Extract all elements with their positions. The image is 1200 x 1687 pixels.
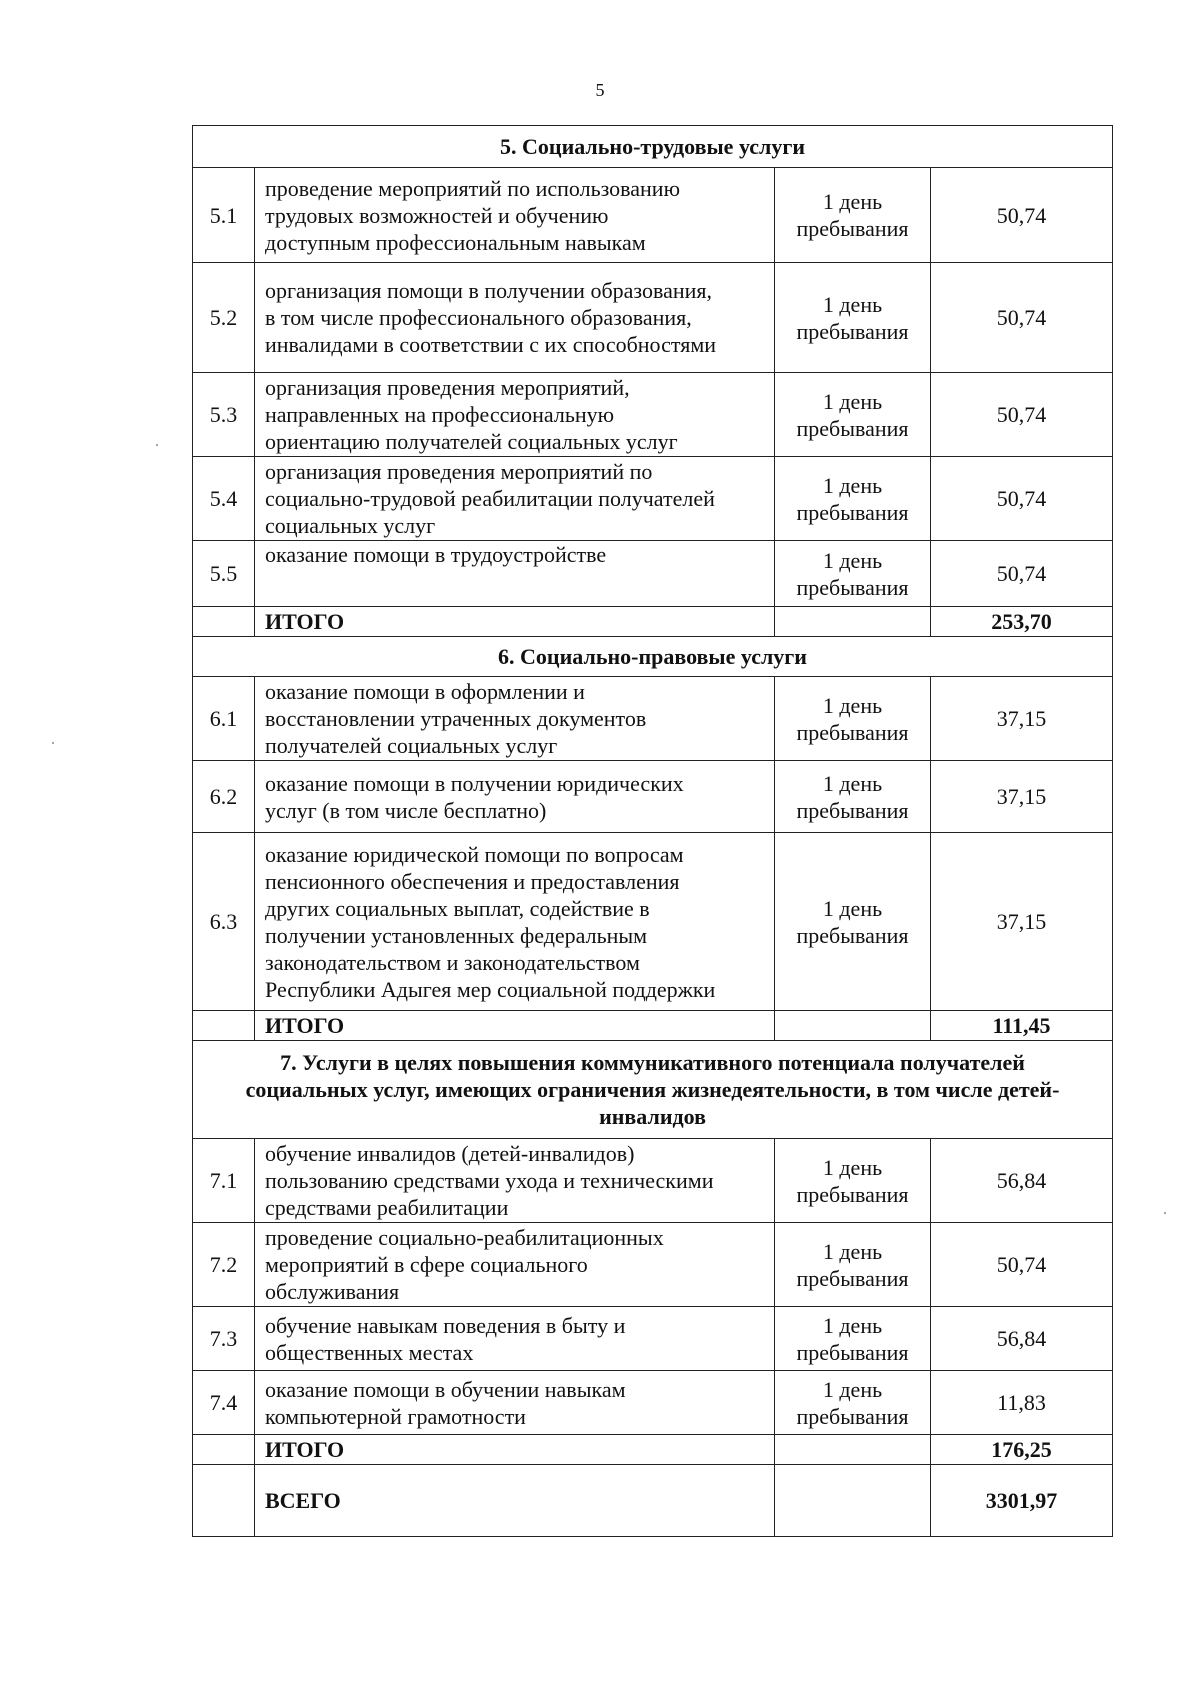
section-title: 5. Социально-трудовые услуги (193, 126, 1113, 168)
service-description (255, 168, 775, 263)
service-description (255, 1139, 775, 1223)
tariff-value: 37,15 (931, 761, 1113, 833)
description-line: доступным профессиональным навыкам (265, 229, 646, 255)
row-number: 7.3 (193, 1307, 255, 1371)
empty-cell (193, 1465, 255, 1537)
empty-cell (775, 607, 931, 637)
description-line: проведение мероприятий по использованию (265, 175, 681, 201)
unit-of-measure (775, 1371, 931, 1435)
unit-line: пребывания (796, 216, 909, 241)
service-description (255, 373, 775, 457)
description-line: обучение инвалидов (детей-инвалидов) (265, 1141, 635, 1166)
unit-line: пребывания (796, 574, 909, 600)
description-line: восстановлении утраченных документов (265, 706, 647, 731)
unit-of-measure (775, 541, 931, 607)
service-description (255, 263, 775, 373)
unit-line: пребывания (796, 1403, 909, 1429)
unit-line: пребывания (796, 797, 909, 823)
section-title-line: 7. Услуги в целях повышения коммуникативного потенциала получателей (280, 1050, 1025, 1075)
grand-total-row (193, 1465, 1113, 1537)
section-7-header-row (193, 1041, 1113, 1139)
unit-line: 1 день (822, 770, 883, 796)
section-5-header-row (193, 126, 1113, 168)
total-value: 111,45 (931, 1011, 1113, 1041)
description-line: организация проведения мероприятий по (265, 459, 653, 484)
unit-line: 1 день (822, 692, 883, 718)
tariff-value: 37,15 (931, 833, 1113, 1011)
empty-cell (775, 1435, 931, 1465)
empty-cell (193, 607, 255, 637)
table-row (193, 1223, 1113, 1307)
service-description (255, 833, 775, 1011)
service-description (255, 1307, 775, 1371)
section-title: 6. Социально-правовые услуги (193, 637, 1113, 677)
table-row (193, 1139, 1113, 1223)
description-line: других социальных выплат, содействие в (265, 895, 650, 921)
unit-line: 1 день (822, 472, 883, 498)
total-label: ИТОГО (255, 607, 775, 637)
row-number: 7.2 (193, 1223, 255, 1307)
table-row (193, 1371, 1113, 1435)
unit-line: пребывания (796, 318, 909, 344)
unit-line: 1 день (822, 291, 883, 317)
row-number: 5.3 (193, 373, 255, 457)
unit-line: 1 день (822, 1376, 883, 1402)
section-title-line: инвалидов (599, 1104, 706, 1129)
service-description (255, 457, 775, 541)
description-line: социально-трудовой реабилитации получателей (265, 486, 715, 511)
total-label: ИТОГО (255, 1435, 775, 1465)
row-number: 7.1 (193, 1139, 255, 1223)
table-row (193, 761, 1113, 833)
description-line: законодательством и законодательством (265, 949, 640, 975)
unit-of-measure (775, 457, 931, 541)
row-number: 5.1 (193, 168, 255, 263)
description-line: социальных услуг (265, 513, 436, 538)
description-line: общественных местах (265, 1339, 474, 1365)
unit-line: 1 день (822, 1312, 883, 1338)
table-row (193, 373, 1113, 457)
description-line: услуг (в том числе бесплатно) (265, 797, 547, 823)
service-description (255, 541, 775, 607)
empty-cell (775, 1011, 931, 1041)
description-line: трудовых возможностей и обучению (265, 202, 609, 228)
scan-speck (52, 742, 54, 744)
table-row (193, 457, 1113, 541)
table-row (193, 833, 1113, 1011)
tariff-value: 56,84 (931, 1307, 1113, 1371)
scan-speck (156, 444, 158, 446)
unit-line: пребывания (796, 1265, 909, 1291)
service-description (255, 677, 775, 761)
section-title-line: социальных услуг, имеющих ограничения жизнедеятельности, в том числе детей- (245, 1077, 1060, 1102)
row-number: 7.4 (193, 1371, 255, 1435)
unit-of-measure (775, 168, 931, 263)
table-row (193, 541, 1113, 607)
description-line: оказание помощи в трудоустройстве (265, 542, 607, 567)
total-label: ИТОГО (255, 1011, 775, 1041)
unit-of-measure (775, 263, 931, 373)
description-line: ориентацию получателей социальных услуг (265, 429, 678, 454)
total-value: 253,70 (931, 607, 1113, 637)
empty-cell (193, 1011, 255, 1041)
description-line: организация проведения мероприятий, (265, 375, 630, 400)
row-number: 6.1 (193, 677, 255, 761)
description-line: обучение навыкам поведения в быту и (265, 1312, 626, 1338)
description-line: оказание помощи в оформлении и (265, 679, 585, 704)
description-line: компьютерной грамотности (265, 1403, 526, 1429)
unit-of-measure (775, 1223, 931, 1307)
table-row (193, 677, 1113, 761)
row-number: 5.2 (193, 263, 255, 373)
service-description (255, 761, 775, 833)
table-row (193, 1307, 1113, 1371)
service-description (255, 1223, 775, 1307)
description-line: пользованию средствами ухода и техническими (265, 1168, 714, 1193)
row-number: 6.3 (193, 833, 255, 1011)
unit-line: 1 день (822, 1238, 883, 1264)
row-number: 5.5 (193, 541, 255, 607)
table-row (193, 168, 1113, 263)
unit-line: пребывания (796, 415, 909, 441)
description-line: мероприятий в сфере социального (265, 1252, 588, 1277)
description-line: получателей социальных услуг (265, 733, 558, 758)
tariff-value: 50,74 (931, 457, 1113, 541)
description-line: инвалидами в соответствии с их способностями (265, 332, 717, 357)
grand-total-value: 3301,97 (931, 1465, 1113, 1537)
description-line: оказание помощи в получении юридических (265, 770, 684, 796)
unit-of-measure (775, 1139, 931, 1223)
description-line: средствами реабилитации (265, 1195, 509, 1220)
grand-total-label: ВСЕГО (255, 1465, 775, 1537)
total-value: 176,25 (931, 1435, 1113, 1465)
unit-of-measure (775, 761, 931, 833)
services-tariff-table (192, 125, 1113, 1537)
section-5-total-row (193, 607, 1113, 637)
unit-of-measure (775, 677, 931, 761)
scan-speck (1164, 1212, 1166, 1214)
description-line: направленных на профессиональную (265, 402, 615, 427)
description-line: проведение социально-реабилитационных (265, 1225, 664, 1250)
section-title (193, 1041, 1113, 1139)
section-7-total-row (193, 1435, 1113, 1465)
description-line: получении установленных федеральным (265, 922, 648, 948)
description-line: обслуживания (265, 1279, 400, 1304)
row-number: 6.2 (193, 761, 255, 833)
description-line: Республики Адыгея мер социальной поддержки (265, 976, 716, 1002)
tariff-value: 50,74 (931, 168, 1113, 263)
section-6-header-row (193, 637, 1113, 677)
unit-line: пребывания (796, 719, 909, 745)
section-6-total-row (193, 1011, 1113, 1041)
unit-line: пребывания (796, 499, 909, 525)
unit-line: 1 день (822, 895, 883, 921)
description-line: оказание юридической помощи по вопросам (265, 841, 684, 867)
tariff-value: 11,83 (931, 1371, 1113, 1435)
tariff-value: 50,74 (931, 541, 1113, 607)
unit-line: пребывания (796, 922, 909, 948)
description-line: пенсионного обеспечения и предоставления (265, 868, 680, 894)
tariff-value: 50,74 (931, 373, 1113, 457)
unit-line: пребывания (796, 1181, 909, 1207)
unit-of-measure (775, 373, 931, 457)
unit-line: 1 день (822, 388, 883, 414)
empty-cell (775, 1465, 931, 1537)
unit-line: 1 день (822, 1154, 883, 1180)
unit-line: пребывания (796, 1339, 909, 1365)
service-description (255, 1371, 775, 1435)
tariff-value: 56,84 (931, 1139, 1113, 1223)
description-line: оказание помощи в обучении навыкам (265, 1376, 626, 1402)
table-row (193, 263, 1113, 373)
unit-line: 1 день (822, 189, 883, 214)
tariff-value: 37,15 (931, 677, 1113, 761)
unit-of-measure (775, 833, 931, 1011)
tariff-value: 50,74 (931, 1223, 1113, 1307)
description-line: в том числе профессионального образования, (265, 305, 692, 330)
description-line: организация помощи в получении образования, (265, 278, 712, 303)
unit-of-measure (775, 1307, 931, 1371)
page-number: 5 (595, 80, 605, 100)
tariff-value: 50,74 (931, 263, 1113, 373)
row-number: 5.4 (193, 457, 255, 541)
unit-line: 1 день (822, 547, 883, 573)
empty-cell (193, 1435, 255, 1465)
